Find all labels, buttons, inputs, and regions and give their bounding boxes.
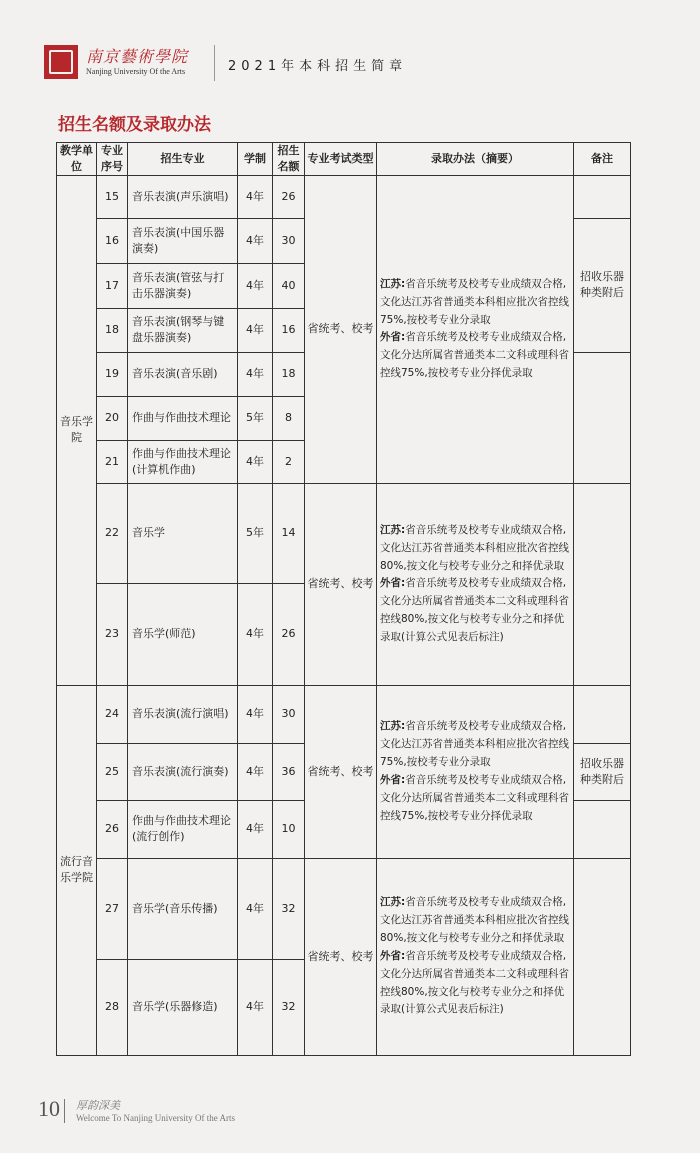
quota-cell: 36 (273, 743, 305, 800)
admission-label-jiangsu: 江苏: (380, 896, 406, 909)
major-name: 音乐表演(流行演奏) (128, 743, 238, 800)
note-cell (574, 483, 631, 685)
header-note: 备注 (574, 143, 631, 176)
quota-cell: 30 (273, 218, 305, 263)
years-cell: 4年 (238, 959, 273, 1055)
years-cell: 4年 (238, 583, 273, 685)
admission-text-other: 省音乐统考及校考专业成绩双合格,文化分达所属省普通类本二文科或理科省控线80%,按文化与校考专业分之和择优录取(计算公式见表后标注) (380, 577, 569, 643)
admission-text-jiangsu: 省音乐统考及校考专业成绩双合格,文化达江苏省普通类本科相应批次省控线80%,按文化与校考专业分之和择优录取 (380, 896, 569, 945)
note-cell (574, 352, 631, 483)
admission-method-cell (377, 858, 574, 1055)
admission-label-jiangsu: 江苏: (380, 277, 406, 290)
note-cell (574, 175, 631, 218)
admission-label-jiangsu: 江苏: (380, 720, 406, 733)
admission-method-cell (377, 685, 574, 858)
logo-english: Nanjing University Of the Arts (86, 67, 186, 76)
major-number: 26 (97, 800, 128, 858)
note-cell: 招收乐器种类附后 (574, 218, 631, 352)
major-name: 音乐学(师范) (128, 583, 238, 685)
quota-cell: 26 (273, 175, 305, 218)
major-number: 18 (97, 308, 128, 352)
admission-text-jiangsu: 省音乐统考及校考专业成绩双合格,文化达江苏省普通类本科相应批次省控线75%,按校考专业分录取 (380, 277, 569, 326)
note-cell (574, 685, 631, 743)
admission-label-other: 外省: (380, 331, 406, 344)
major-name: 作曲与作曲技术理论(计算机作曲) (128, 440, 238, 483)
header-divider (214, 45, 215, 81)
quota-cell: 32 (273, 959, 305, 1055)
major-number: 19 (97, 352, 128, 396)
major-name: 音乐学 (128, 483, 238, 583)
major-number: 24 (97, 685, 128, 743)
logo-seal (44, 45, 78, 79)
years-cell: 4年 (238, 218, 273, 263)
major-name: 音乐表演(流行演唱) (128, 685, 238, 743)
logo-chinese: 南京藝術學院 (86, 47, 189, 66)
table-row (57, 685, 631, 743)
table-row (57, 483, 631, 583)
major-name: 音乐表演(管弦与打击乐器演奏) (128, 263, 238, 308)
major-name: 音乐表演(中国乐器演奏) (128, 218, 238, 263)
footer-english: Welcome To Nanjing University Of the Arts (76, 1113, 235, 1123)
major-number: 20 (97, 396, 128, 440)
note-cell: 招收乐器种类附后 (574, 743, 631, 800)
quota-cell: 14 (273, 483, 305, 583)
major-name: 作曲与作曲技术理论(流行创作) (128, 800, 238, 858)
years-cell: 4年 (238, 858, 273, 959)
major-number: 22 (97, 483, 128, 583)
major-number: 17 (97, 263, 128, 308)
quota-cell: 40 (273, 263, 305, 308)
quota-cell: 30 (273, 685, 305, 743)
major-number: 23 (97, 583, 128, 685)
header-exam-type: 专业考试类型 (305, 143, 377, 176)
note-cell (574, 800, 631, 858)
quota-cell: 26 (273, 583, 305, 685)
note-cell (574, 858, 631, 1055)
years-cell: 4年 (238, 685, 273, 743)
years-cell: 5年 (238, 483, 273, 583)
header-unit: 教学单位 (57, 143, 97, 176)
quota-cell: 8 (273, 396, 305, 440)
exam-type-cell: 省统考、校考 (305, 483, 377, 685)
admission-table (56, 142, 631, 1056)
quota-cell: 2 (273, 440, 305, 483)
years-cell: 5年 (238, 396, 273, 440)
major-name: 音乐表演(音乐剧) (128, 352, 238, 396)
major-number: 28 (97, 959, 128, 1055)
exam-type-cell: 省统考、校考 (305, 685, 377, 858)
admission-text-other: 省音乐统考及校考专业成绩双合格,文化分达所属省普通类本二文科或理科省控线75%,按校考专业分择优录取 (380, 773, 569, 822)
table-row (57, 175, 631, 218)
years-cell: 4年 (238, 352, 273, 396)
footer-slogan: 厚韵深美 (76, 1099, 120, 1112)
admission-text-jiangsu: 省音乐统考及校考专业成绩双合格,文化达江苏省普通类本科相应批次省控线80%,按文化与校考专业分之和择优录取 (380, 523, 569, 572)
years-cell: 4年 (238, 263, 273, 308)
header-quota: 招生名额 (273, 143, 305, 176)
table-row (57, 858, 631, 959)
admission-text-other: 省音乐统考及校考专业成绩双合格,文化分达所属省普通类本二文科或理科省控线80%,按文化与校考专业分之和择优录取(计算公式见表后标注) (380, 949, 569, 1016)
unit-cell: 音乐学院 (57, 175, 97, 685)
admission-text-other: 省音乐统考及校考专业成绩双合格,文化分达所属省普通类本二文科或理科省控线75%,按校考专业分择优录取 (380, 331, 569, 380)
unit-cell: 流行音乐学院 (57, 685, 97, 1055)
admission-label-other: 外省: (380, 949, 406, 962)
major-name: 音乐学(乐器修造) (128, 959, 238, 1055)
footer-divider (64, 1099, 65, 1123)
exam-type-cell: 省统考、校考 (305, 175, 377, 483)
table-header-row (57, 143, 631, 176)
major-number: 15 (97, 175, 128, 218)
admission-method-cell (377, 175, 574, 483)
major-name: 音乐表演(声乐演唱) (128, 175, 238, 218)
quota-cell: 32 (273, 858, 305, 959)
header-major: 招生专业 (128, 143, 238, 176)
admission-label-other: 外省: (380, 773, 406, 786)
quota-cell: 18 (273, 352, 305, 396)
major-number: 16 (97, 218, 128, 263)
header-admission-method: 录取办法（摘要） (377, 143, 574, 176)
years-cell: 4年 (238, 175, 273, 218)
header-number: 专业序号 (97, 143, 128, 176)
exam-type-cell: 省统考、校考 (305, 858, 377, 1055)
years-cell: 4年 (238, 440, 273, 483)
admission-text-jiangsu: 省音乐统考及校考专业成绩双合格,文化达江苏省普通类本科相应批次省控线75%,按校考专业分录取 (380, 720, 569, 769)
header-years: 学制 (238, 143, 273, 176)
admission-method-cell (377, 483, 574, 685)
section-title: 招生名额及录取办法 (58, 115, 211, 135)
quota-cell: 16 (273, 308, 305, 352)
brochure-title: 2021年本科招生简章 (228, 59, 408, 74)
major-number: 27 (97, 858, 128, 959)
years-cell: 4年 (238, 308, 273, 352)
quota-cell: 10 (273, 800, 305, 858)
admission-label-other: 外省: (380, 577, 406, 590)
admission-label-jiangsu: 江苏: (380, 523, 406, 536)
page-number: 10 (38, 1096, 60, 1121)
years-cell: 4年 (238, 800, 273, 858)
major-name: 音乐学(音乐传播) (128, 858, 238, 959)
major-name: 作曲与作曲技术理论 (128, 396, 238, 440)
years-cell: 4年 (238, 743, 273, 800)
major-number: 25 (97, 743, 128, 800)
major-name: 音乐表演(钢琴与键盘乐器演奏) (128, 308, 238, 352)
major-number: 21 (97, 440, 128, 483)
